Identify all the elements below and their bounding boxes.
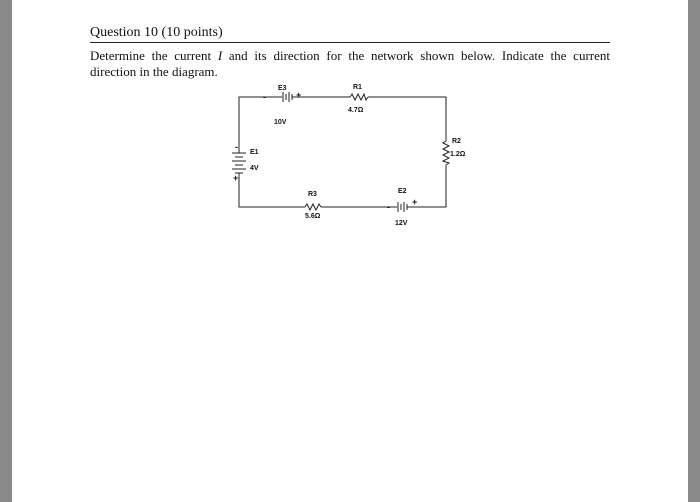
- question-text-end: and its direction for the network shown below. Indicate the current direction in the diagram.: [90, 48, 610, 79]
- circuit-diagram: [12, 0, 688, 502]
- top-wire: [239, 97, 280, 103]
- R1-label: R1: [353, 84, 362, 91]
- resistor-R3: [305, 204, 321, 210]
- top-right-wire: [368, 97, 446, 141]
- E1-value: 4V: [250, 165, 259, 172]
- current-variable: I: [217, 48, 223, 63]
- R3-label: R3: [308, 191, 317, 198]
- resistor-R2: [443, 141, 449, 165]
- question-title: Question 10 (10 points): [90, 25, 223, 40]
- bottom-left-wire: [239, 183, 305, 207]
- E2-label: E2: [398, 188, 407, 195]
- E3-minus: -: [263, 92, 266, 102]
- E2-minus: -: [387, 202, 390, 212]
- resistor-R1: [350, 94, 368, 100]
- E3-label: E3: [278, 85, 287, 92]
- R2-label: R2: [452, 138, 461, 145]
- E1-minus: -: [235, 142, 238, 152]
- R2-value: 1.2Ω: [450, 151, 466, 158]
- R1-value: 4.7Ω: [348, 107, 364, 114]
- question-page: [12, 0, 688, 502]
- E2-plus: +: [412, 197, 418, 207]
- R3-value: 5.6Ω: [305, 213, 321, 220]
- E1-label: E1: [250, 149, 259, 156]
- question-text-start: Determine the current: [90, 48, 218, 63]
- battery-E2: [395, 202, 407, 212]
- E3-value: 10V: [274, 119, 287, 126]
- E3-plus: +: [296, 90, 302, 100]
- E1-plus: +: [233, 173, 239, 183]
- battery-E3: [280, 92, 295, 102]
- E2-value: 12V: [395, 220, 408, 227]
